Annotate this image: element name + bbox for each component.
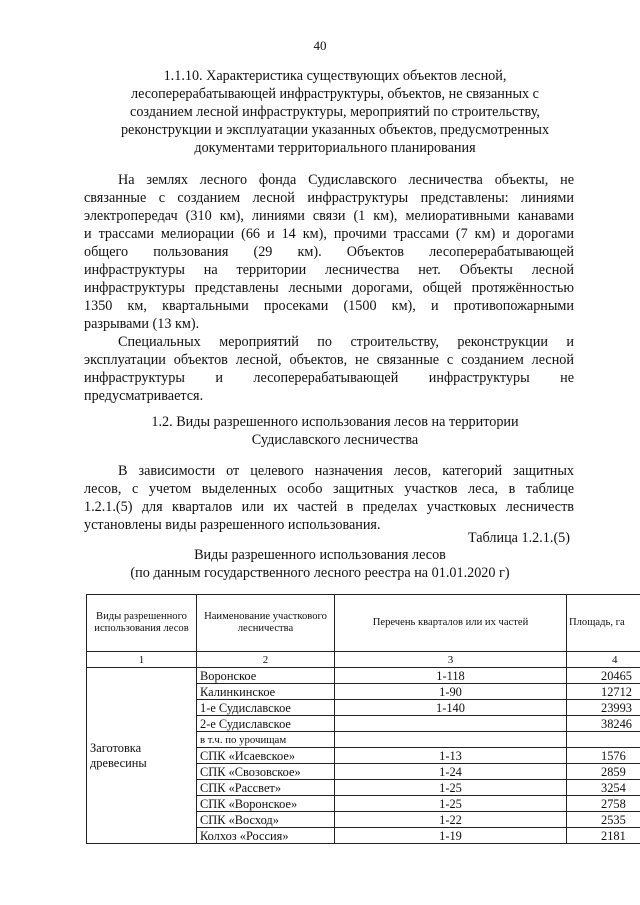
section2-heading <box>100 413 570 449</box>
text-line: предусматривается. <box>84 388 204 404</box>
header-area: Площадь, га <box>567 595 640 652</box>
text-line: общего пользования (29 км). Объектов лесоперерабатывающей <box>84 244 574 260</box>
area-cell: 2758 <box>567 796 640 812</box>
text-line: установлены виды разрешенного использования. <box>84 517 381 533</box>
heading-line: документами территориального планирования <box>194 140 476 156</box>
table-container <box>86 594 640 905</box>
heading-line: 1.1.10. Характеристика существующих объектов лесной, <box>163 68 507 84</box>
quarters-cell: 1-90 <box>335 684 567 700</box>
quarters-cell: 1-118 <box>335 668 567 684</box>
quarters-cell: 1-22 <box>335 812 567 828</box>
area-cell: 2535 <box>567 812 640 828</box>
quarters-cell <box>335 732 567 748</box>
table-title-line: (по данным государственного лесного реестра на 01.01.2020 г) <box>130 565 510 581</box>
text-line: разрывами (13 км). <box>84 316 200 332</box>
forestry-name-cell: в т.ч. по урочищам <box>197 732 335 748</box>
text-line: В зависимости от целевого назначения лесов, категорий защитных <box>118 463 574 479</box>
area-cell: 3254 <box>567 780 640 796</box>
header-quarters: Перечень кварталов или их частей <box>335 595 567 652</box>
area-cell: 2181 <box>567 828 640 844</box>
text-line: и трассами мелиорации (66 и 14 км), прочими трассами (7 км) и дорогами <box>84 226 574 242</box>
paragraph-activities <box>84 333 574 405</box>
heading-line: лесоперерабатывающей инфраструктуры, объектов, не связанных с <box>131 86 539 102</box>
table-title <box>0 546 640 582</box>
header-forestry-name: Наименование участкового лесничества <box>197 595 335 652</box>
quarters-cell: 1-24 <box>335 764 567 780</box>
forestry-name-cell: Колхоз «Россия» <box>197 828 335 844</box>
text-line: 1350 км, квартальными просеками (1500 км), и противопожарными <box>84 298 574 314</box>
forest-use-table <box>86 594 640 844</box>
area-cell <box>567 732 640 748</box>
quarters-cell: 1-25 <box>335 780 567 796</box>
table-row <box>87 668 640 684</box>
forestry-name-cell: СПК «Восход» <box>197 812 335 828</box>
column-number: 3 <box>335 652 567 668</box>
quarters-cell: 1-19 <box>335 828 567 844</box>
forestry-name-cell: Воронское <box>197 668 335 684</box>
text-line: инфраструктуры представлены лесными дорогами, общей протяжённостью <box>84 280 574 296</box>
quarters-cell: 1-25 <box>335 796 567 812</box>
forestry-name-cell: СПК «Воронское» <box>197 796 335 812</box>
paragraph-objects <box>84 171 574 333</box>
column-number: 4 <box>567 652 640 668</box>
text-line: электропередач (310 км), линиями связи (1 км), мелиоративными канавами <box>84 208 574 224</box>
column-number: 2 <box>197 652 335 668</box>
table-header-row <box>87 595 640 652</box>
heading-line: 1.2. Виды разрешенного использования лесов на территории <box>151 414 519 430</box>
use-type-cell: Заготовка древесины <box>87 668 197 844</box>
forestry-name-cell: СПК «Свозовское» <box>197 764 335 780</box>
text-line: На землях лесного фонда Судиславского лесничества объекты, не <box>118 172 574 188</box>
text-line: 1.2.1.(5) для кварталов или их частей в пределах участковых лесничеств <box>84 499 574 515</box>
header-use-type: Виды разрешенного использования лесов <box>87 595 197 652</box>
quarters-cell: 1-140 <box>335 700 567 716</box>
column-number: 1 <box>87 652 197 668</box>
forestry-name-cell: СПК «Рассвет» <box>197 780 335 796</box>
forestry-name-cell: 1-е Судиславское <box>197 700 335 716</box>
area-cell: 12712 <box>567 684 640 700</box>
heading-line: Судиславского лесничества <box>251 432 419 448</box>
text-line: инфраструктуры и лесоперерабатывающей инфраструктуры не <box>84 370 574 386</box>
paragraph-permitted-uses <box>84 462 574 534</box>
text-line: инфраструктуры на территории лесничества нет. Объекты лесной <box>84 262 574 278</box>
table-title-line: Виды разрешенного использования лесов <box>194 547 446 563</box>
area-cell: 20465 <box>567 668 640 684</box>
area-cell: 2859 <box>567 764 640 780</box>
text-line: эксплуатации объектов лесной, объектов, не связанные с созданием лесной <box>84 352 574 368</box>
area-cell: 38246 <box>567 716 640 732</box>
forestry-name-cell: Калинкинское <box>197 684 335 700</box>
area-cell: 1576 <box>567 748 640 764</box>
text-line: Специальных мероприятий по строительству, реконструкции и <box>118 334 574 350</box>
quarters-cell: 1-13 <box>335 748 567 764</box>
quarters-cell <box>335 716 567 732</box>
forestry-name-cell: 2-е Судиславское <box>197 716 335 732</box>
heading-line: реконструкции и эксплуатации указанных объектов, предусмотренных <box>120 122 550 138</box>
area-cell: 23993 <box>567 700 640 716</box>
text-line: лесов, с учетом выделенных особо защитных участков леса, в таблице <box>84 481 574 497</box>
text-line: связанные с созданием лесной инфраструктуры представлены: линиями <box>84 190 574 206</box>
table-label: Таблица 1.2.1.(5) <box>467 530 570 546</box>
section-heading <box>100 67 570 157</box>
forestry-name-cell: СПК «Исаевское» <box>197 748 335 764</box>
heading-line: созданием лесной инфраструктуры, мероприятий по строительству, <box>130 104 540 120</box>
table-column-numbers-row <box>87 652 640 668</box>
page-number: 40 <box>313 38 327 53</box>
